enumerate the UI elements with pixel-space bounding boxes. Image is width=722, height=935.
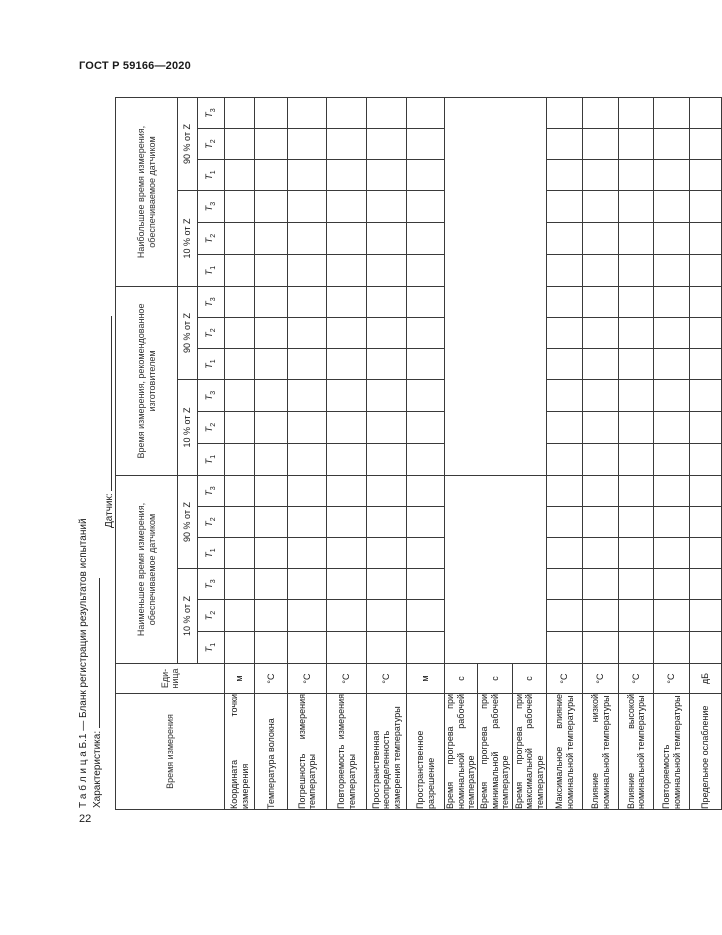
row-name: Время прогрева при номинальной рабочей температуре bbox=[445, 694, 477, 809]
row-unit: °С bbox=[547, 664, 583, 694]
header-t3: $T_3$ bbox=[198, 476, 225, 507]
header-pct10: 10 % от Z bbox=[178, 569, 198, 664]
header-t2: $T_2$ bbox=[198, 129, 225, 160]
header-t2: $T_2$ bbox=[198, 223, 225, 255]
table-row bbox=[407, 98, 445, 810]
sensor-line bbox=[102, 316, 115, 528]
row-unit: °С bbox=[583, 664, 619, 694]
row-name: Пространственная неопределенность измерения температуры bbox=[367, 694, 407, 810]
table-row bbox=[367, 98, 407, 810]
header-measurement-time: Время измерения bbox=[116, 694, 225, 810]
row-name: Повторяемость номинальной температуры bbox=[654, 694, 690, 810]
table-row bbox=[327, 98, 367, 810]
header-pct10: 10 % от Z bbox=[178, 191, 198, 287]
row-unit: °С bbox=[367, 664, 407, 694]
row-unit: с bbox=[445, 664, 478, 694]
header-t3: $T_3$ bbox=[198, 569, 225, 600]
table-row bbox=[619, 98, 654, 810]
row-name: Влияние высокой номинальной температуры bbox=[619, 694, 654, 810]
sensor-label: Датчик: bbox=[104, 493, 115, 528]
header-t3: $T_3$ bbox=[198, 191, 225, 223]
table-row bbox=[690, 98, 722, 810]
row-name: Предельное ослабление bbox=[690, 694, 722, 810]
header-pct90: 90 % от Z bbox=[178, 476, 198, 569]
rotated-table-area bbox=[78, 95, 711, 810]
results-table bbox=[115, 97, 722, 810]
header-max-time: Наибольшее время измерения, обеспечиваемое датчиком bbox=[116, 98, 178, 287]
header-pct90: 90 % от Z bbox=[178, 98, 198, 191]
header-unit: Еди-ница bbox=[116, 664, 225, 694]
rotated-content bbox=[78, 95, 711, 810]
row-name: Время прогрева при максимальной рабочей температуре bbox=[513, 694, 545, 809]
row-unit: °С bbox=[288, 664, 327, 694]
table-row bbox=[547, 98, 583, 810]
header-min-time: Наименьшее время измерения, обеспечиваемое датчиком bbox=[116, 476, 178, 664]
row-unit: °С bbox=[327, 664, 367, 694]
header-t1: $T_1$ bbox=[198, 444, 225, 476]
row-unit: с bbox=[513, 664, 547, 694]
header-pct10: 10 % от Z bbox=[178, 380, 198, 476]
table-row bbox=[654, 98, 690, 810]
header-t3: $T_3$ bbox=[198, 98, 225, 129]
characteristics-label: Характеристика: bbox=[92, 730, 103, 808]
header-recommended-time: Время измерения, рекомендованное изготовителем bbox=[116, 287, 178, 476]
row-unit: дБ bbox=[690, 664, 722, 694]
row-name: Пространственное разрешение bbox=[407, 694, 445, 810]
row-unit: °С bbox=[619, 664, 654, 694]
table-row bbox=[255, 98, 288, 810]
header-t1: $T_1$ bbox=[198, 538, 225, 569]
header-t1: $T_1$ bbox=[198, 255, 225, 287]
header-pct90: 90 % от Z bbox=[178, 287, 198, 380]
row-name: Повторяемость измерения температуры bbox=[327, 694, 367, 810]
row-unit: °С bbox=[654, 664, 690, 694]
header-t1: $T_1$ bbox=[198, 160, 225, 191]
header-t2: $T_2$ bbox=[198, 600, 225, 632]
header-t3: $T_3$ bbox=[198, 380, 225, 412]
header-t2: $T_2$ bbox=[198, 318, 225, 349]
row-name: Максимальное влияние номинальной температуры bbox=[547, 694, 583, 810]
table-row bbox=[288, 98, 327, 810]
row-unit: м bbox=[225, 664, 255, 694]
row-unit: м bbox=[407, 664, 445, 694]
sensor-blank bbox=[102, 316, 112, 491]
header-t2: $T_2$ bbox=[198, 507, 225, 538]
page-number: 22 bbox=[79, 813, 92, 825]
row-name: Температура волокна bbox=[255, 694, 288, 810]
header-t1: $T_1$ bbox=[198, 349, 225, 380]
table-row bbox=[445, 98, 478, 810]
row-unit: с bbox=[478, 664, 513, 694]
header-row-1 bbox=[116, 98, 178, 810]
row-name: Координата точки измерения bbox=[225, 694, 255, 810]
row-name: Влияние низкой номинальной температуры bbox=[583, 694, 619, 810]
table-row bbox=[583, 98, 619, 810]
header-t3: $T_3$ bbox=[198, 287, 225, 318]
header-t2: $T_2$ bbox=[198, 412, 225, 444]
table-row bbox=[225, 98, 255, 810]
row-name: Время прогрева при минимальной рабочей температуре bbox=[478, 694, 513, 810]
header-t1: $T_1$ bbox=[198, 632, 225, 664]
table-caption: Т а б л и ц а Б.1 — Бланк регистрации результатов испытаний bbox=[78, 518, 89, 808]
row-unit: °С bbox=[255, 664, 288, 694]
characteristics-line bbox=[90, 578, 103, 808]
standard-number: ГОСТ Р 59166—2020 bbox=[79, 60, 191, 72]
row-name: Погрешность измерения температуры bbox=[288, 694, 327, 810]
characteristics-blank bbox=[90, 578, 100, 728]
